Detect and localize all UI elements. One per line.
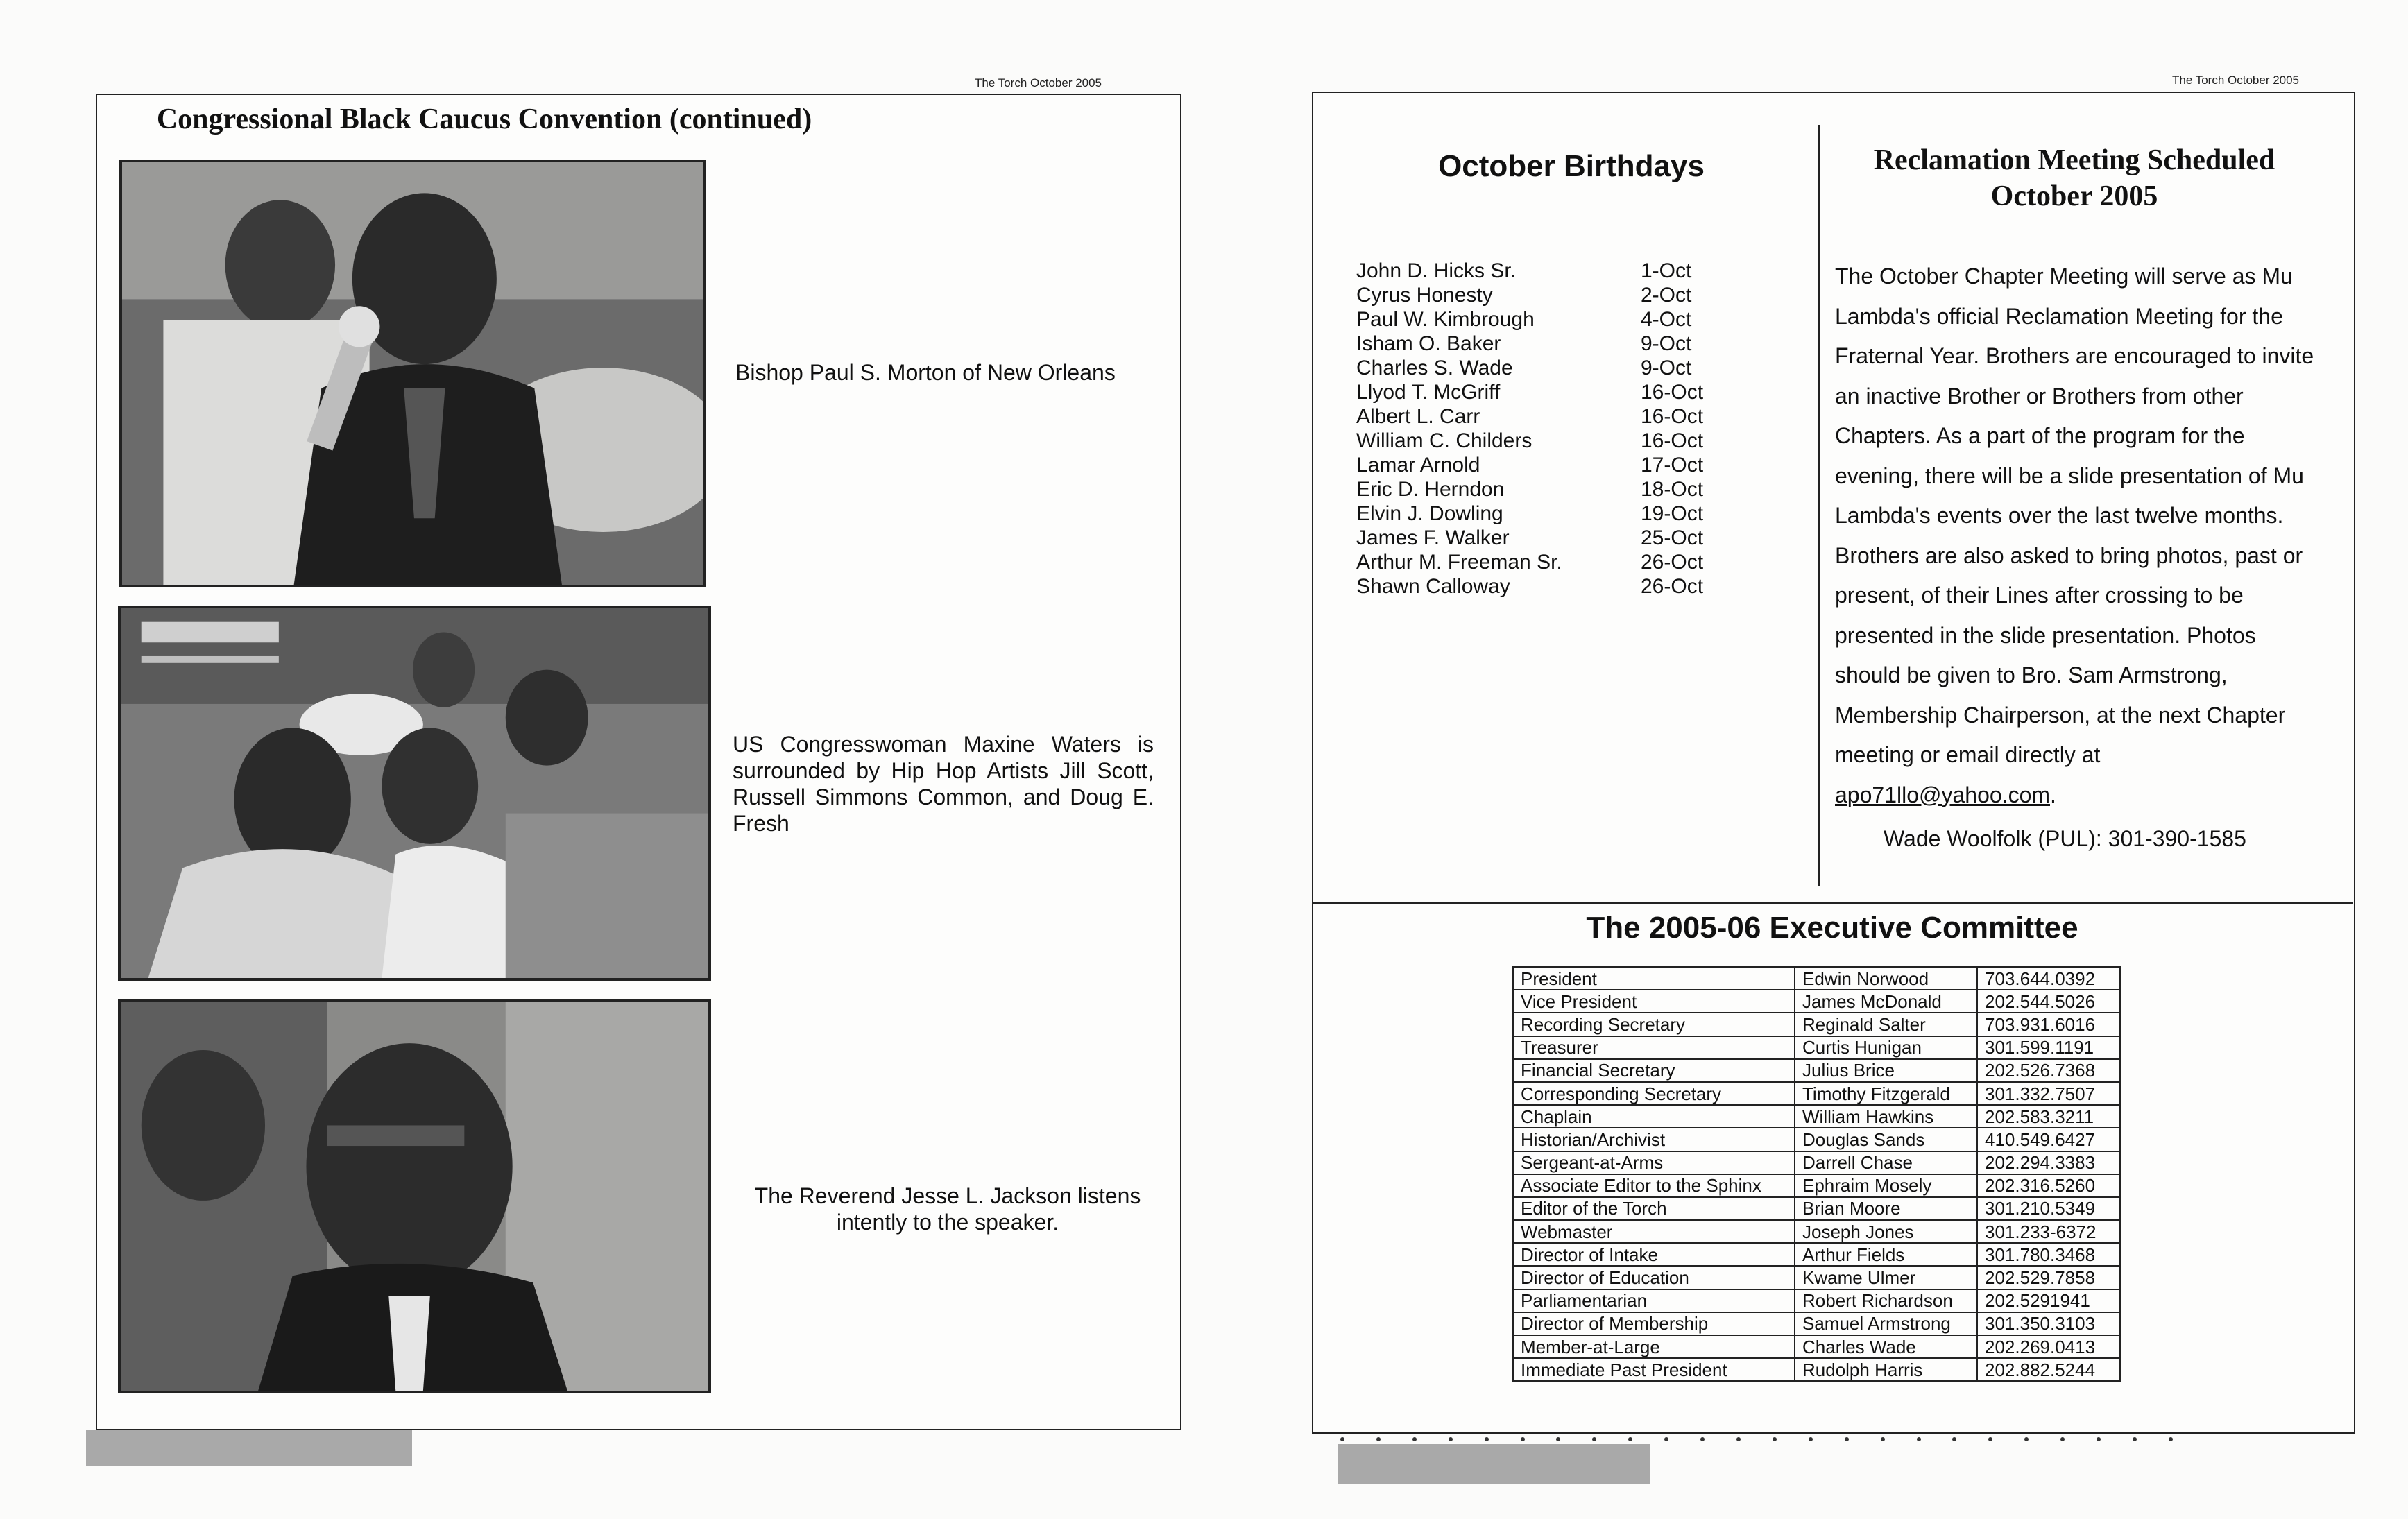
name-cell: Curtis Hunigan (1795, 1036, 1977, 1059)
birthday-date: 16-Oct (1641, 405, 1704, 428)
role-cell: Webmaster (1513, 1220, 1795, 1243)
table-row (1513, 1059, 2120, 1082)
dotted-rule (1340, 1437, 2173, 1447)
birthday-date: 9-Oct (1641, 357, 1692, 379)
table-row (1513, 1197, 2120, 1220)
phone-cell: 202.526.7368 (1977, 1059, 2120, 1082)
birthday-name: William C. Childers (1356, 429, 1532, 452)
table-row (1513, 1312, 2120, 1335)
table-row (1513, 1266, 2120, 1289)
name-cell: Rudolph Harris (1795, 1358, 1977, 1381)
running-head-right: The Torch October 2005 (2172, 74, 2300, 87)
photo-jesse-jackson (118, 999, 711, 1393)
executive-committee-title: The 2005-06 Executive Committee (1586, 911, 2078, 945)
table-row (1513, 967, 2120, 990)
name-cell: Timothy Fitzgerald (1795, 1082, 1977, 1105)
role-cell: Sergeant-at-Arms (1513, 1151, 1795, 1174)
birthday-name: Llyod T. McGriff (1356, 381, 1501, 404)
table-row (1513, 1082, 2120, 1105)
name-cell: Samuel Armstrong (1795, 1312, 1977, 1335)
birthday-name: John D. Hicks Sr. (1356, 259, 1517, 282)
birthday-date: 2-Oct (1641, 284, 1692, 307)
role-cell: Director of Membership (1513, 1312, 1795, 1335)
phone-cell: 202.269.0413 (1977, 1335, 2120, 1358)
phone-cell: 703.644.0392 (1977, 967, 2120, 990)
name-cell: Edwin Norwood (1795, 967, 1977, 990)
birthday-date: 4-Oct (1641, 308, 1692, 331)
list-item (1356, 501, 1738, 526)
phone-cell: 202.5291941 (1977, 1289, 2120, 1312)
email-link[interactable]: apo71llo@yahoo.com (1835, 782, 2051, 807)
role-cell: Financial Secretary (1513, 1059, 1795, 1082)
name-cell: Reginald Salter (1795, 1013, 1977, 1036)
role-cell: Director of Education (1513, 1266, 1795, 1289)
phone-cell: 301.332.7507 (1977, 1082, 2120, 1105)
photo-caption: US Congresswoman Maxine Waters is surrounded by Hip Hop Artists Jill Scott, Russell Simmons Common, and Doug E. Fresh (733, 732, 1154, 836)
list-item (1356, 259, 1738, 283)
list-item (1356, 477, 1738, 501)
photo-bishop-morton (119, 160, 706, 587)
role-cell: Vice President (1513, 990, 1795, 1013)
birthday-date: 9-Oct (1641, 332, 1692, 355)
birthday-date: 25-Oct (1641, 526, 1704, 549)
birthday-name: Isham O. Baker (1356, 332, 1501, 355)
name-cell: Douglas Sands (1795, 1128, 1977, 1151)
page-tab (1338, 1444, 1650, 1484)
birthday-name: Paul W. Kimbrough (1356, 308, 1535, 331)
list-item (1356, 307, 1738, 332)
name-cell: James McDonald (1795, 990, 1977, 1013)
list-item (1356, 356, 1738, 380)
role-cell: Historian/Archivist (1513, 1128, 1795, 1151)
name-cell: Ephraim Mosely (1795, 1174, 1977, 1197)
phone-cell: 301.210.5349 (1977, 1197, 2120, 1220)
photo-caption: The Reverend Jesse L. Jackson listens intently to the speaker. (754, 1183, 1141, 1235)
column-divider (1818, 125, 1820, 886)
phone-cell: 202.294.3383 (1977, 1151, 2120, 1174)
list-item (1356, 550, 1738, 574)
birthday-name: Elvin J. Dowling (1356, 502, 1503, 525)
contact-line: Wade Woolfolk (PUL): 301-390-1585 (1884, 826, 2246, 851)
birthday-date: 26-Oct (1641, 575, 1704, 598)
table-row (1513, 1174, 2120, 1197)
reclamation-body (1835, 257, 2321, 815)
phone-cell: 703.931.6016 (1977, 1013, 2120, 1036)
birthday-date: 16-Oct (1641, 429, 1704, 452)
list-item (1356, 574, 1738, 599)
name-cell: William Hawkins (1795, 1105, 1977, 1128)
list-item (1356, 526, 1738, 550)
photo-caption: Bishop Paul S. Morton of New Orleans (735, 360, 1116, 385)
birthday-name: Arthur M. Freeman Sr. (1356, 551, 1562, 574)
name-cell: Julius Brice (1795, 1059, 1977, 1082)
birthday-name: Cyrus Honesty (1356, 284, 1493, 307)
birthdays-list (1356, 259, 1738, 599)
list-item (1356, 404, 1738, 429)
role-cell: Corresponding Secretary (1513, 1082, 1795, 1105)
list-item (1356, 453, 1738, 477)
phone-cell: 202.882.5244 (1977, 1358, 2120, 1381)
birthday-name: Charles S. Wade (1356, 357, 1513, 379)
birthday-name: Eric D. Herndon (1356, 478, 1505, 501)
birthday-date: 18-Oct (1641, 478, 1704, 501)
phone-cell: 301.599.1191 (1977, 1036, 2120, 1059)
name-cell: Joseph Jones (1795, 1220, 1977, 1243)
birthday-name: Lamar Arnold (1356, 454, 1480, 477)
list-item (1356, 429, 1738, 453)
role-cell: Recording Secretary (1513, 1013, 1795, 1036)
phone-cell: 410.549.6427 (1977, 1128, 2120, 1151)
reclamation-text: The October Chapter Meeting will serve as Mu Lambda's official Reclamation Meeting for the Fraternal Year. Brothers are encouraged to invite an inactive Brother or Brothers from other Chapters. As a part of the program for the evening, there will be a slide presentation of Mu Lambda's events over the last twelve months. Brothers are also asked to bring photos, past or present, of their Lines after crossing to be presented in the slide presentation. Photos should be given to Bro. Sam Armstrong, Membership Chairperson, at the next Chapter meeting or email directly at (1835, 264, 2314, 767)
role-cell: Editor of the Torch (1513, 1197, 1795, 1220)
photo-group-icon (121, 608, 708, 978)
table-row (1513, 1220, 2120, 1243)
photo-singer-icon (122, 162, 703, 585)
role-cell: Parliamentarian (1513, 1289, 1795, 1312)
role-cell: President (1513, 967, 1795, 990)
phone-cell: 202.544.5026 (1977, 990, 2120, 1013)
birthday-name: Albert L. Carr (1356, 405, 1480, 428)
birthday-date: 19-Oct (1641, 502, 1704, 525)
role-cell: Immediate Past President (1513, 1358, 1795, 1381)
reclamation-text-end: . (2050, 782, 2056, 807)
birthdays-title: October Birthdays (1438, 149, 1705, 183)
table-row (1513, 1151, 2120, 1174)
phone-cell: 301.233-6372 (1977, 1220, 2120, 1243)
section-divider (1312, 902, 2353, 904)
table-row (1513, 1243, 2120, 1266)
name-cell: Charles Wade (1795, 1335, 1977, 1358)
birthday-name: James F. Walker (1356, 526, 1510, 549)
name-cell: Darrell Chase (1795, 1151, 1977, 1174)
birthday-date: 26-Oct (1641, 551, 1704, 574)
list-item (1356, 283, 1738, 307)
phone-cell: 301.350.3103 (1977, 1312, 2120, 1335)
table-row (1513, 1036, 2120, 1059)
photo-portrait-icon (121, 1002, 708, 1391)
list-item (1356, 380, 1738, 404)
name-cell: Robert Richardson (1795, 1289, 1977, 1312)
table-row (1513, 1289, 2120, 1312)
executive-committee-table (1512, 966, 2121, 1382)
role-cell: Director of Intake (1513, 1243, 1795, 1266)
table-row (1513, 1128, 2120, 1151)
table-row (1513, 1105, 2120, 1128)
role-cell: Member-at-Large (1513, 1335, 1795, 1358)
birthday-date: 16-Oct (1641, 381, 1704, 404)
list-item (1356, 332, 1738, 356)
name-cell: Brian Moore (1795, 1197, 1977, 1220)
page-tab (86, 1430, 412, 1466)
table-row (1513, 990, 2120, 1013)
table-row (1513, 1358, 2120, 1381)
phone-cell: 202.583.3211 (1977, 1105, 2120, 1128)
photo-maxine-waters (118, 606, 711, 981)
phone-cell: 301.780.3468 (1977, 1243, 2120, 1266)
role-cell: Associate Editor to the Sphinx (1513, 1174, 1795, 1197)
phone-cell: 202.529.7858 (1977, 1266, 2120, 1289)
table-row (1513, 1013, 2120, 1036)
name-cell: Kwame Ulmer (1795, 1266, 1977, 1289)
role-cell: Chaplain (1513, 1105, 1795, 1128)
name-cell: Arthur Fields (1795, 1243, 1977, 1266)
reclamation-title: Reclamation Meeting Scheduled October 2005 (1873, 144, 2275, 212)
table-row (1513, 1335, 2120, 1358)
birthday-date: 1-Oct (1641, 259, 1692, 282)
phone-cell: 202.316.5260 (1977, 1174, 2120, 1197)
running-head-left: The Torch October 2005 (975, 76, 1102, 89)
birthday-date: 17-Oct (1641, 454, 1704, 477)
role-cell: Treasurer (1513, 1036, 1795, 1059)
page-title: Congressional Black Caucus Convention (continued) (156, 103, 812, 135)
birthday-name: Shawn Calloway (1356, 575, 1510, 598)
